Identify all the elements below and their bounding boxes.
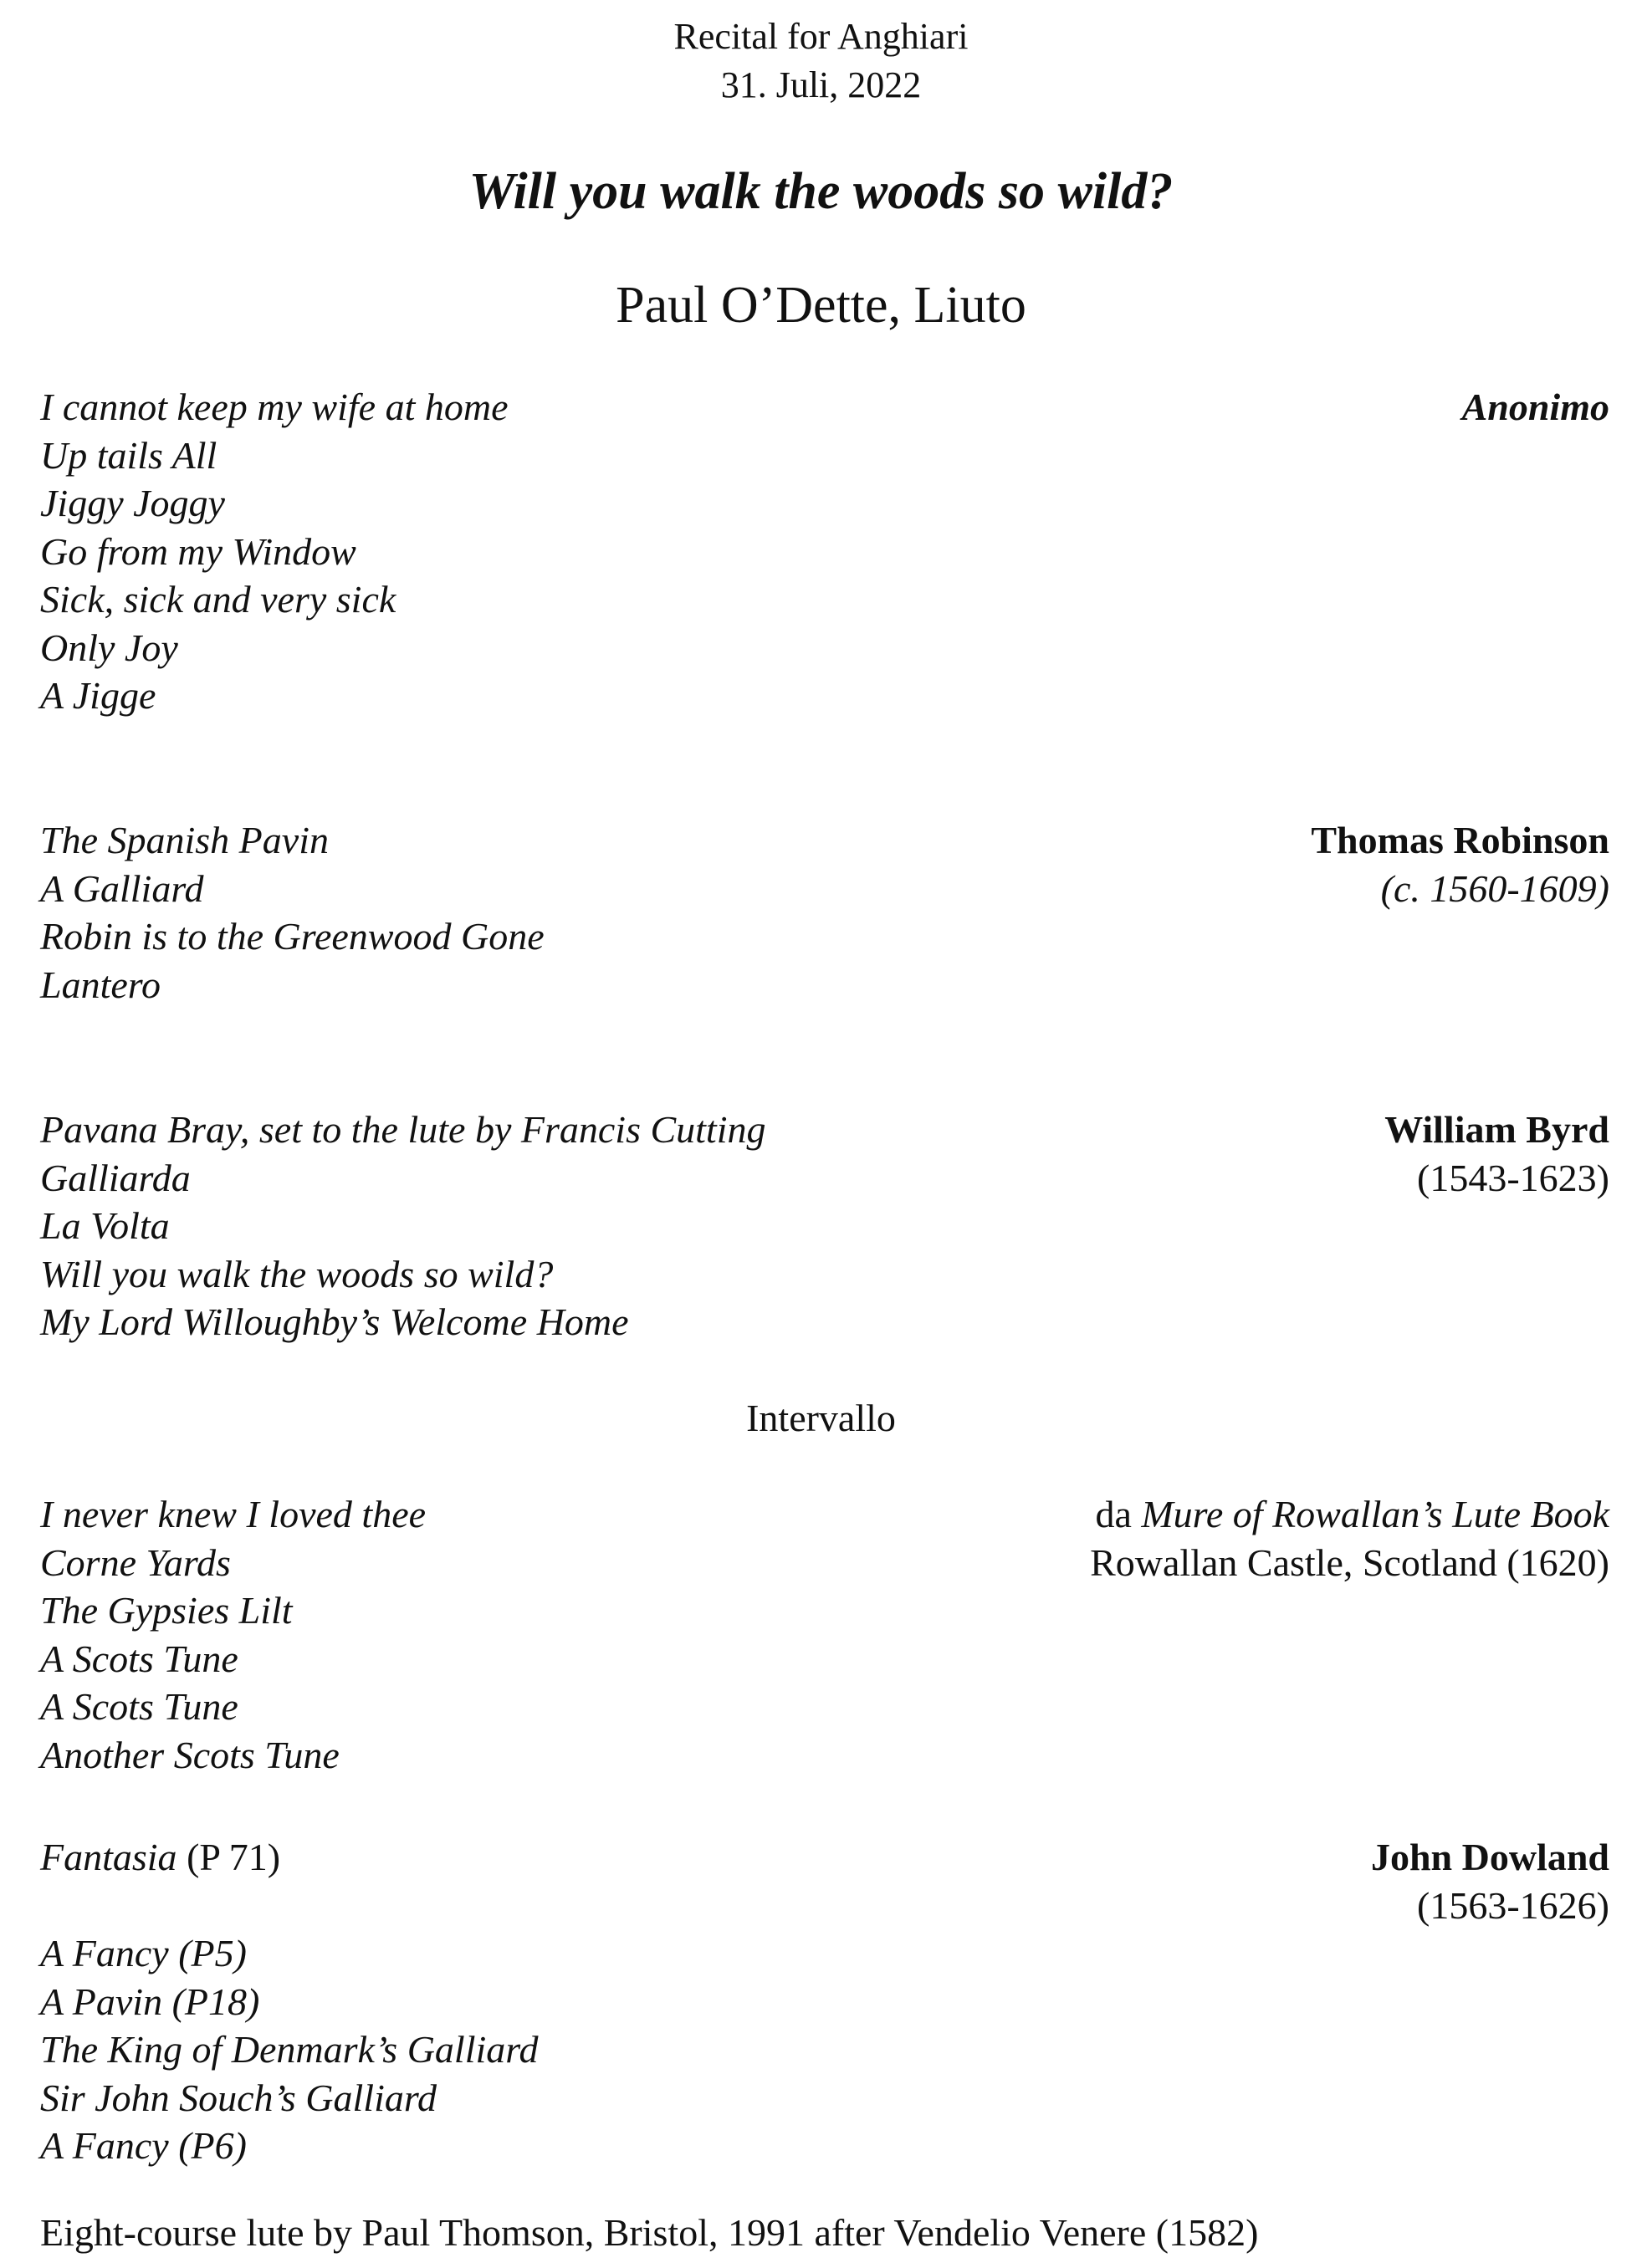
work-title: La Volta	[40, 1204, 170, 1247]
composer-name: Anonimo	[1461, 386, 1609, 428]
instrument-note: Eight-course lute by Paul Thomson, Bristol, 1991 after Vendelio Venere (1582)	[40, 2211, 1259, 2254]
work-title: A Galliard	[40, 866, 204, 910]
work-title: Sir John Souch’s Galliard	[40, 2076, 437, 2119]
work-title: Go from my Window	[40, 529, 356, 573]
work-title: Corne Yards	[40, 1540, 231, 1584]
work-title: A Scots Tune	[40, 1637, 238, 1680]
work-title	[40, 1833, 538, 1882]
program-section-dowland	[40, 1833, 1609, 2184]
work-title: My Lord Willoughby’s Welcome Home	[40, 1300, 629, 1343]
work-title: A Fancy (P6)	[40, 2124, 247, 2167]
program-section-rowallan	[40, 1490, 1609, 1783]
concert-title: Will you walk the woods so wild?	[468, 163, 1174, 220]
works-list	[40, 1833, 538, 2170]
works-list	[40, 383, 508, 720]
program-section-anonimo	[40, 383, 1609, 726]
work-title: Up tails All	[40, 433, 217, 477]
work-title: A Jigge	[40, 674, 156, 717]
work-title: Sick, sick and very sick	[40, 578, 396, 621]
composer-name: William Byrd	[1384, 1108, 1609, 1151]
event-name: Recital for Anghiari	[673, 16, 969, 57]
work-title: Robin is to the Greenwood Gone	[40, 915, 545, 958]
source-info	[1090, 1490, 1609, 1586]
composer-dates: (1563-1626)	[1417, 1883, 1609, 1927]
fantasia-number: (P 71)	[176, 1836, 281, 1878]
works-list	[40, 1490, 426, 1779]
composer-name: John Dowland	[1370, 1836, 1609, 1878]
work-title: Another Scots Tune	[40, 1733, 340, 1776]
source-prefix: da	[1095, 1493, 1142, 1535]
work-title: Lantero	[40, 963, 161, 1006]
work-title: Jiggy Joggy	[40, 482, 225, 524]
work-title: Galliarda	[40, 1156, 191, 1199]
program-section-byrd	[40, 1106, 1609, 1356]
intermission-label: Intervallo	[746, 1397, 896, 1439]
composer-dates: (c. 1560-1609)	[1380, 866, 1609, 910]
work-title: The Spanish Pavin	[40, 819, 329, 861]
composer-dates: (1543-1623)	[1417, 1156, 1609, 1199]
composer-info	[1462, 383, 1609, 432]
work-title: The Gypsies Lilt	[40, 1589, 293, 1632]
event-date: 31. Juli, 2022	[720, 64, 922, 105]
spacer	[40, 1882, 538, 1930]
composer-info	[1311, 816, 1609, 912]
work-title: A Fancy (P5)	[40, 1932, 247, 1974]
work-title: I cannot keep my wife at home	[40, 386, 509, 428]
work-title: Pavana Bray, set to the lute by Francis Cutting	[40, 1108, 766, 1151]
source-line	[1090, 1490, 1609, 1539]
work-title: A Scots Tune	[40, 1685, 238, 1728]
work-title: Will you walk the woods so wild?	[40, 1252, 554, 1295]
composer-info	[1384, 1106, 1609, 1202]
composer-info	[1371, 1833, 1609, 1929]
performer-line: Paul O’Dette, Liuto	[616, 277, 1026, 334]
works-list	[40, 1106, 766, 1346]
work-title: Only Joy	[40, 626, 178, 669]
composer-name: Thomas Robinson	[1311, 819, 1609, 861]
work-title: The King of Denmark’s Galliard	[40, 2028, 539, 2071]
works-list	[40, 816, 545, 1009]
work-title: A Pavin (P18)	[40, 1979, 260, 2023]
work-title: I never knew I loved thee	[40, 1493, 427, 1535]
source-place: Rowallan Castle, Scotland (1620)	[1090, 1540, 1609, 1584]
source-title: Mure of Rowallan’s Lute Book	[1141, 1493, 1609, 1535]
program-section-robinson	[40, 816, 1609, 1017]
fantasia-title: Fantasia	[40, 1836, 177, 1878]
